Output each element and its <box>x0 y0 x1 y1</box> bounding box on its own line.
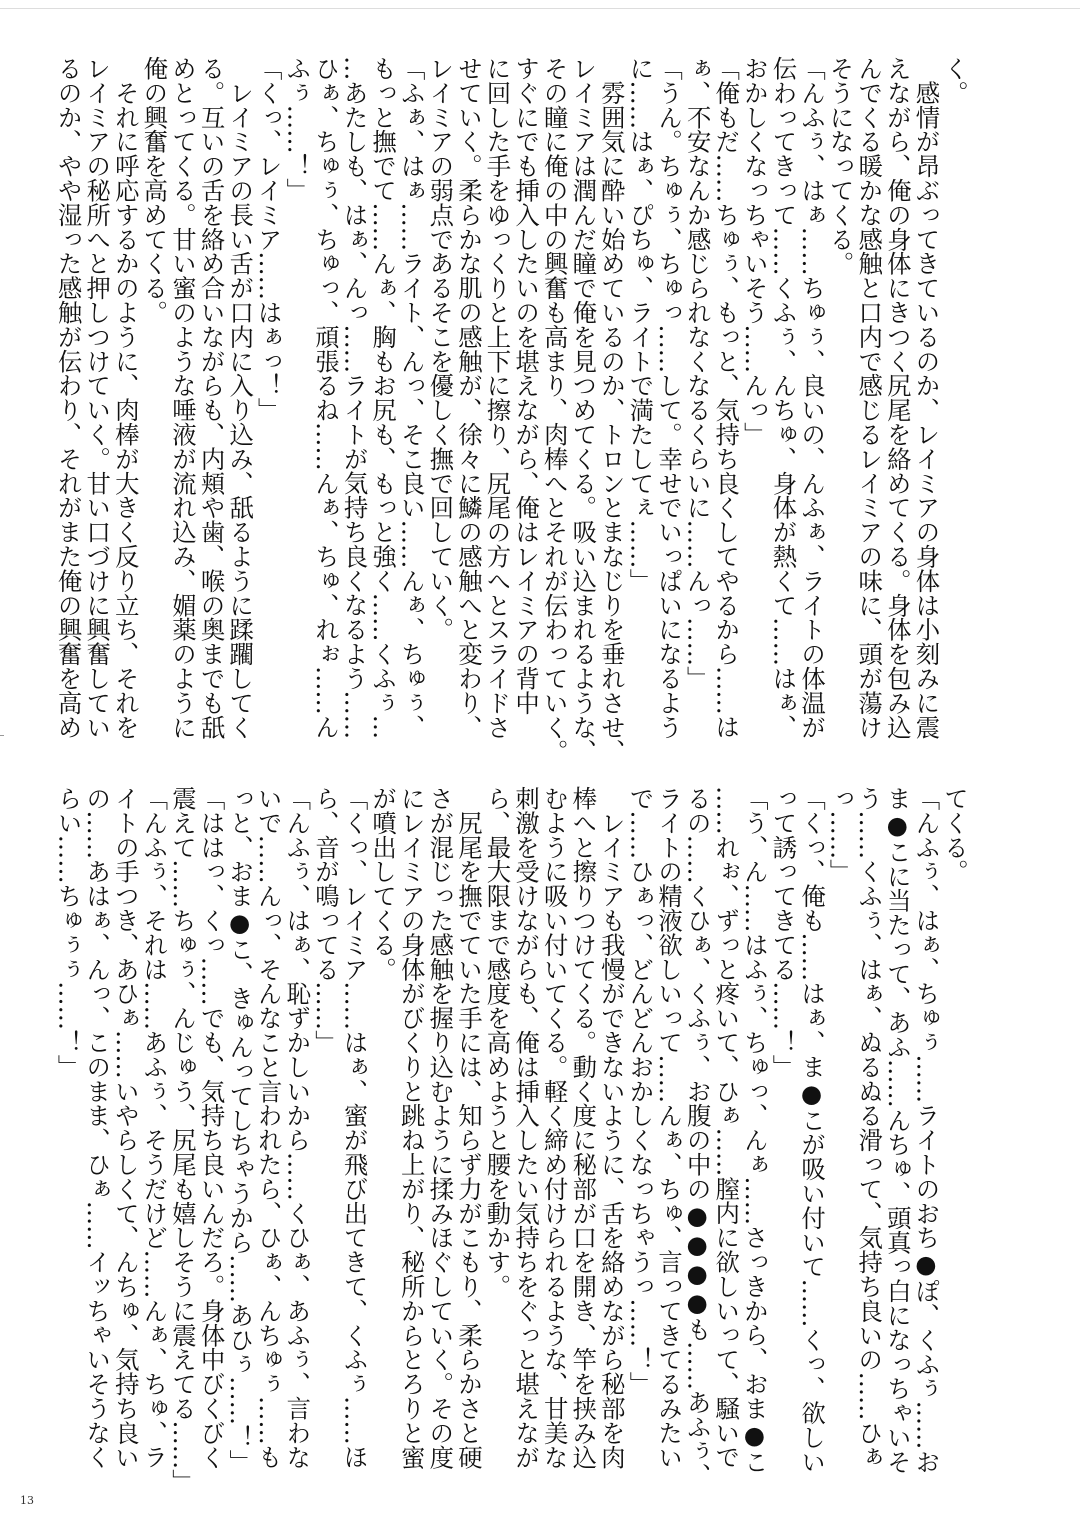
text-column: う……くふぅ、はぁ、ぬるぬる滑って、気持ち良いの……ひぁ <box>854 786 884 1470</box>
text-column: ……れぉ、ずっと疼いて、ひぁ……膣内に欲しいって、騒いで <box>711 786 741 1470</box>
text-column: せていく。柔らかな肌の感触が、徐々に鱗の感触へと変わり、 <box>453 56 483 740</box>
text-column: イトの手つき、あひぁ……いやらしくて、んちゅ、気持ち良い <box>110 786 140 1470</box>
text-column: っと、おま●こ、きゅんってしちゃうから……あひぅ……！」 <box>225 786 255 1474</box>
text-column: レイミアも我慢ができないように、舌を絡めながら秘部を肉 <box>596 786 626 1470</box>
text-column: 尻尾を撫でていた手には、知らず力がこもり、柔らかさと硬 <box>453 786 483 1470</box>
text-column: すぐにでも挿入したいのを堪えながら、俺はレイミアの背中 <box>511 56 541 715</box>
text-column: ま●こに当たって、あふ……んちゅ、頭真っ白になっちゃいそ <box>882 786 912 1474</box>
text-column: ひぁ、ちゅぅ、ちゅっ、頑張るね……んぁ、ちゅ、れぉ……ん <box>310 56 340 740</box>
text-column: 「俺もだ……ちゅぅ、もっと、気持ち良くしてやるから……は <box>711 56 741 740</box>
text-column: 「くっ、レイミア……はぁっ！」 <box>253 56 283 422</box>
text-column: 「んふぅ、はぁ、ちゅぅ……ライトのおち●ぽ、くふぅ……お <box>911 786 941 1474</box>
text-column: 「ははっ、くっ……でも、気持ち良いんだろ。身体中びくびく <box>196 786 226 1470</box>
text-column: てくる。 <box>940 786 969 884</box>
text-column: 「んふぅ、はぁ、恥ずかしいから……くひぁ、あふぅ、言わな <box>282 786 312 1470</box>
text-block-bottom <box>53 786 969 1494</box>
text-column: 「うん。ちゅぅ、ちゅっ……して。幸せでいっぱいになるよう <box>654 56 684 740</box>
text-column: で……ひぁっ、どんどんおかしくなっちゃうっ……！」 <box>625 786 655 1396</box>
text-column: レイミアは潤んだ瞳で俺を見つめてくる。吸い込まれるような、 <box>568 56 598 764</box>
text-column: ら、最大限まで感度を高めようと腰を動かす。 <box>482 786 512 1299</box>
text-block-top <box>53 56 969 764</box>
text-column: んでくる暖かな感触と口内で感じるレイミアの味に、頭が蕩け <box>854 56 884 740</box>
text-column: るの……くひぁ、くふぅ、お腹の中の●●●●も……あふぅ、 <box>682 786 712 1488</box>
text-column: さが混じった感触を握り込むように揉みほぐしていく。その度 <box>425 786 455 1470</box>
text-column: にレイミアの身体がびくりと跳ね上がり、秘所からとろりと蜜 <box>396 786 426 1470</box>
text-column: が噴出してくる。 <box>368 786 398 982</box>
page-number: 13 <box>20 1494 34 1507</box>
text-column: るのか、やや湿った感触が伝わり、それがまた俺の興奮を高め <box>53 56 83 740</box>
text-column: 雰囲気に酔い始めているのか、トロンとまなじりを垂れさせ、 <box>596 56 626 764</box>
text-column: に……はぁ、ぴちゅ、ライトで満たしてぇ……」 <box>625 56 655 593</box>
text-column: ぁ、不安なんか感じられなくなるくらいに……んっ……」 <box>682 56 712 691</box>
text-column: 「んふぅ、はぁ……ちゅぅ、良いの、んふぁ、ライトの体温が <box>797 56 827 740</box>
text-column: もっと撫でて……んぁ、胸もお尻も、もっと強く……くふぅ… <box>368 56 398 740</box>
text-column: そうになってくる。 <box>825 56 855 276</box>
text-column: ら、音が鳴ってる……」 <box>310 786 340 1055</box>
text-column: レイミアの長い舌が口内に入り込み、舐るように蹂躙してく <box>225 56 255 740</box>
top-trim-line <box>0 8 1080 9</box>
text-column: に回した手をゆっくりと上下に擦り、尻尾の方へとスライドさ <box>482 56 512 740</box>
text-column: く。 <box>940 56 969 105</box>
text-column: むように吸い付いてくる。軽く締め付けられるような、甘美な <box>539 786 569 1470</box>
text-column: ふぅ……！」 <box>282 56 312 203</box>
text-column: その瞳に俺の中の興奮も高まり、肉棒へとそれが伝わっていく。 <box>539 56 569 764</box>
text-column: る。互いの舌を絡め合いながらも、内頬や歯、喉の奥までも舐 <box>196 56 226 740</box>
text-column: レイミアの秘所へと押しつけていく。甘い口づけに興奮してい <box>82 56 112 740</box>
side-trim-mark <box>0 735 4 736</box>
text-column: ライトの精液欲しいって……んぁ、ちゅ、言ってきてるみたい <box>654 786 684 1470</box>
text-column: 刺激を受けながらも、俺は挿入したい気持ちをぐっと堪えなが <box>511 786 541 1470</box>
text-column: って誘ってきてる……！」 <box>768 786 798 1079</box>
text-column: っ……」 <box>825 786 855 884</box>
text-column: の……あはぁ、んっ、このまま、ひぁ……イッちゃいそうなく <box>82 786 112 1470</box>
text-column: 「ふぁ、はぁ……ライト、んっ、そこ良い……んぁ、ちゅぅ、 <box>396 56 426 740</box>
text-column: 「う、ん……はふぅ、ちゅっ、んぁ……さっきから、おま●こ <box>739 786 769 1474</box>
text-column: いで……んっ、そんなこと言われたら、ひぁ、んちゅぅ……も <box>253 786 283 1470</box>
text-column: レイミアの弱点であるそこを優しく撫で回していく。 <box>425 56 455 642</box>
text-column: 「くっ、俺も……はぁ、ま●こが吸い付いて……くっ、欲しい <box>797 786 827 1474</box>
text-column: らい……ちゅぅぅ……！」 <box>53 786 83 1079</box>
text-column: 俺の興奮を高めてくる。 <box>139 56 169 325</box>
text-column: おかしくなっちゃいそう……んっ」 <box>739 56 769 447</box>
text-column: 伝わってきって……くふぅ、んちゅ、身体が熱くて……はぁ、 <box>768 56 798 740</box>
text-column: 「んふぅ、それは……あふぅ、そうだけど……んぁ、ちゅ、ラ <box>139 786 169 1470</box>
text-column: めとってくる。甘い蜜のような唾液が流れ込み、媚薬のように <box>167 56 197 740</box>
text-column: …あたしも、はぁ、んっ……ライトが気持ち良くなるよう…… <box>339 56 369 740</box>
text-column: 「くっ、レイミア……はぁ、蜜が飛び出てきて、くふぅ……ほ <box>339 786 369 1470</box>
text-column: 震えて……ちゅぅ、んじゅう、尻尾も嬉しそうに震えてる……」 <box>167 786 197 1494</box>
text-column: えながら、俺の身体にきつく尻尾を絡めてくる。身体を包み込 <box>882 56 912 740</box>
text-column: それに呼応するかのように、肉棒が大きく反り立ち、それを <box>110 56 140 740</box>
text-column: 感情が昂ぶってきているのか、レイミアの身体は小刻みに震 <box>911 56 941 740</box>
text-column: 棒へと擦りつけてくる。動く度に秘部が口を開き、竿を挟み込 <box>568 786 598 1470</box>
